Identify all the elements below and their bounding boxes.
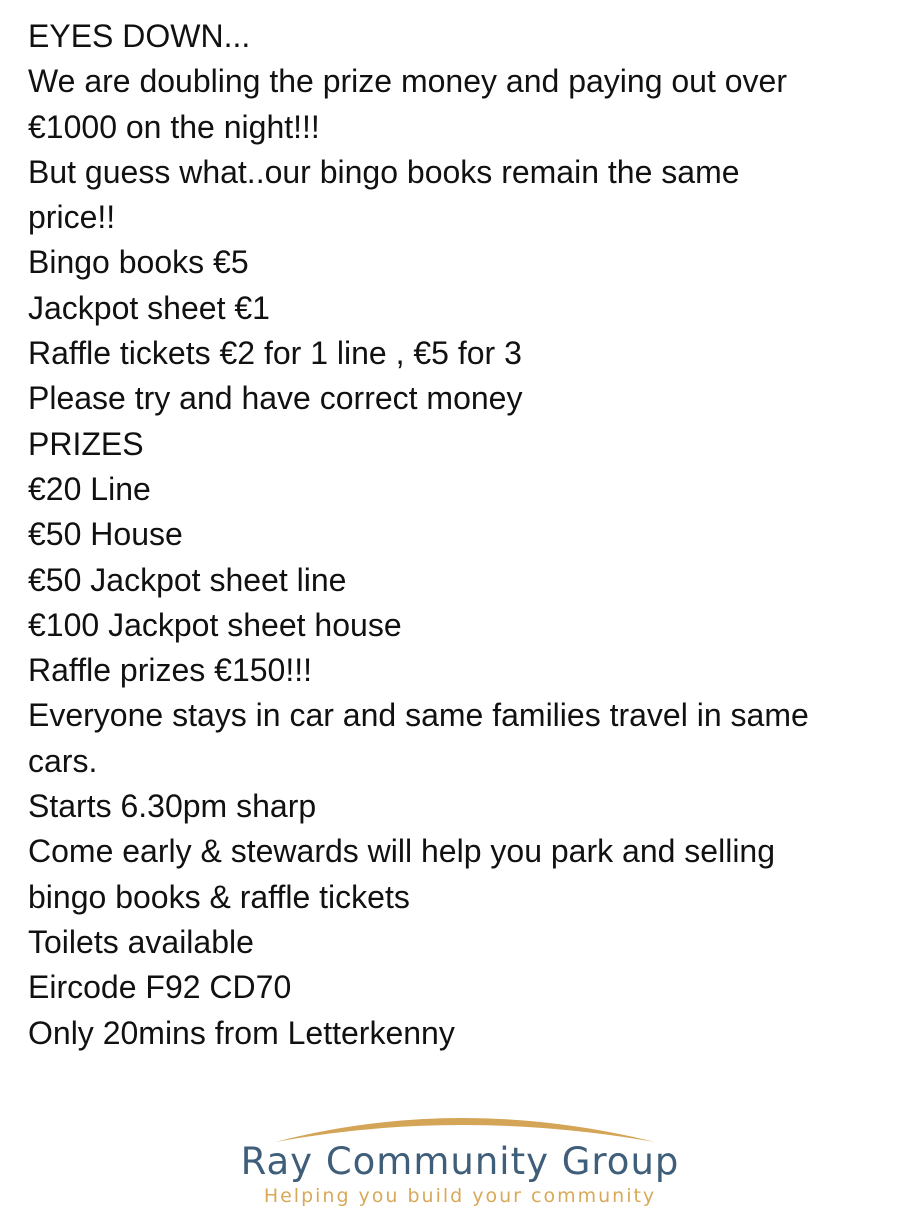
post-line: But guess what..our bingo books remain the same bbox=[28, 153, 740, 190]
prize-jackpot-house: €100 Jackpot sheet house bbox=[28, 606, 402, 643]
toilets-info: Toilets available bbox=[28, 923, 254, 960]
price-jackpot-sheet: Jackpot sheet €1 bbox=[28, 289, 270, 326]
post-line: cars. bbox=[28, 742, 98, 779]
prize-jackpot-line: €50 Jackpot sheet line bbox=[28, 561, 347, 598]
post-line: bingo books & raffle tickets bbox=[28, 878, 410, 915]
prize-line: €20 Line bbox=[28, 470, 151, 507]
start-time: Starts 6.30pm sharp bbox=[28, 788, 317, 825]
location-info: Only 20mins from Letterkenny bbox=[28, 1014, 455, 1051]
price-bingo-books: Bingo books €5 bbox=[28, 244, 249, 281]
post-line: Come early & stewards will help you park and selling bbox=[28, 833, 776, 870]
post-line: €1000 on the night!!! bbox=[28, 108, 320, 145]
price-raffle-tickets: Raffle tickets €2 for 1 line , €5 for 3 bbox=[28, 335, 522, 372]
post-text bbox=[28, 14, 908, 1056]
post-line: Everyone stays in car and same families travel in same bbox=[28, 697, 809, 734]
post-line: We are doubling the prize money and paying out over bbox=[28, 63, 787, 100]
ray-community-group-logo bbox=[155, 1100, 765, 1207]
logo-name: Ray Community Group bbox=[240, 1140, 680, 1183]
logo-tagline: Helping you build your community bbox=[263, 1185, 657, 1207]
prizes-heading: PRIZES bbox=[28, 425, 144, 462]
post-line: price!! bbox=[28, 199, 116, 236]
eircode: Eircode F92 CD70 bbox=[28, 969, 292, 1006]
prize-raffle: Raffle prizes €150!!! bbox=[28, 652, 313, 689]
post-line: Please try and have correct money bbox=[28, 380, 523, 417]
prize-house: €50 House bbox=[28, 516, 183, 553]
post-line-headline: EYES DOWN... bbox=[28, 18, 251, 54]
